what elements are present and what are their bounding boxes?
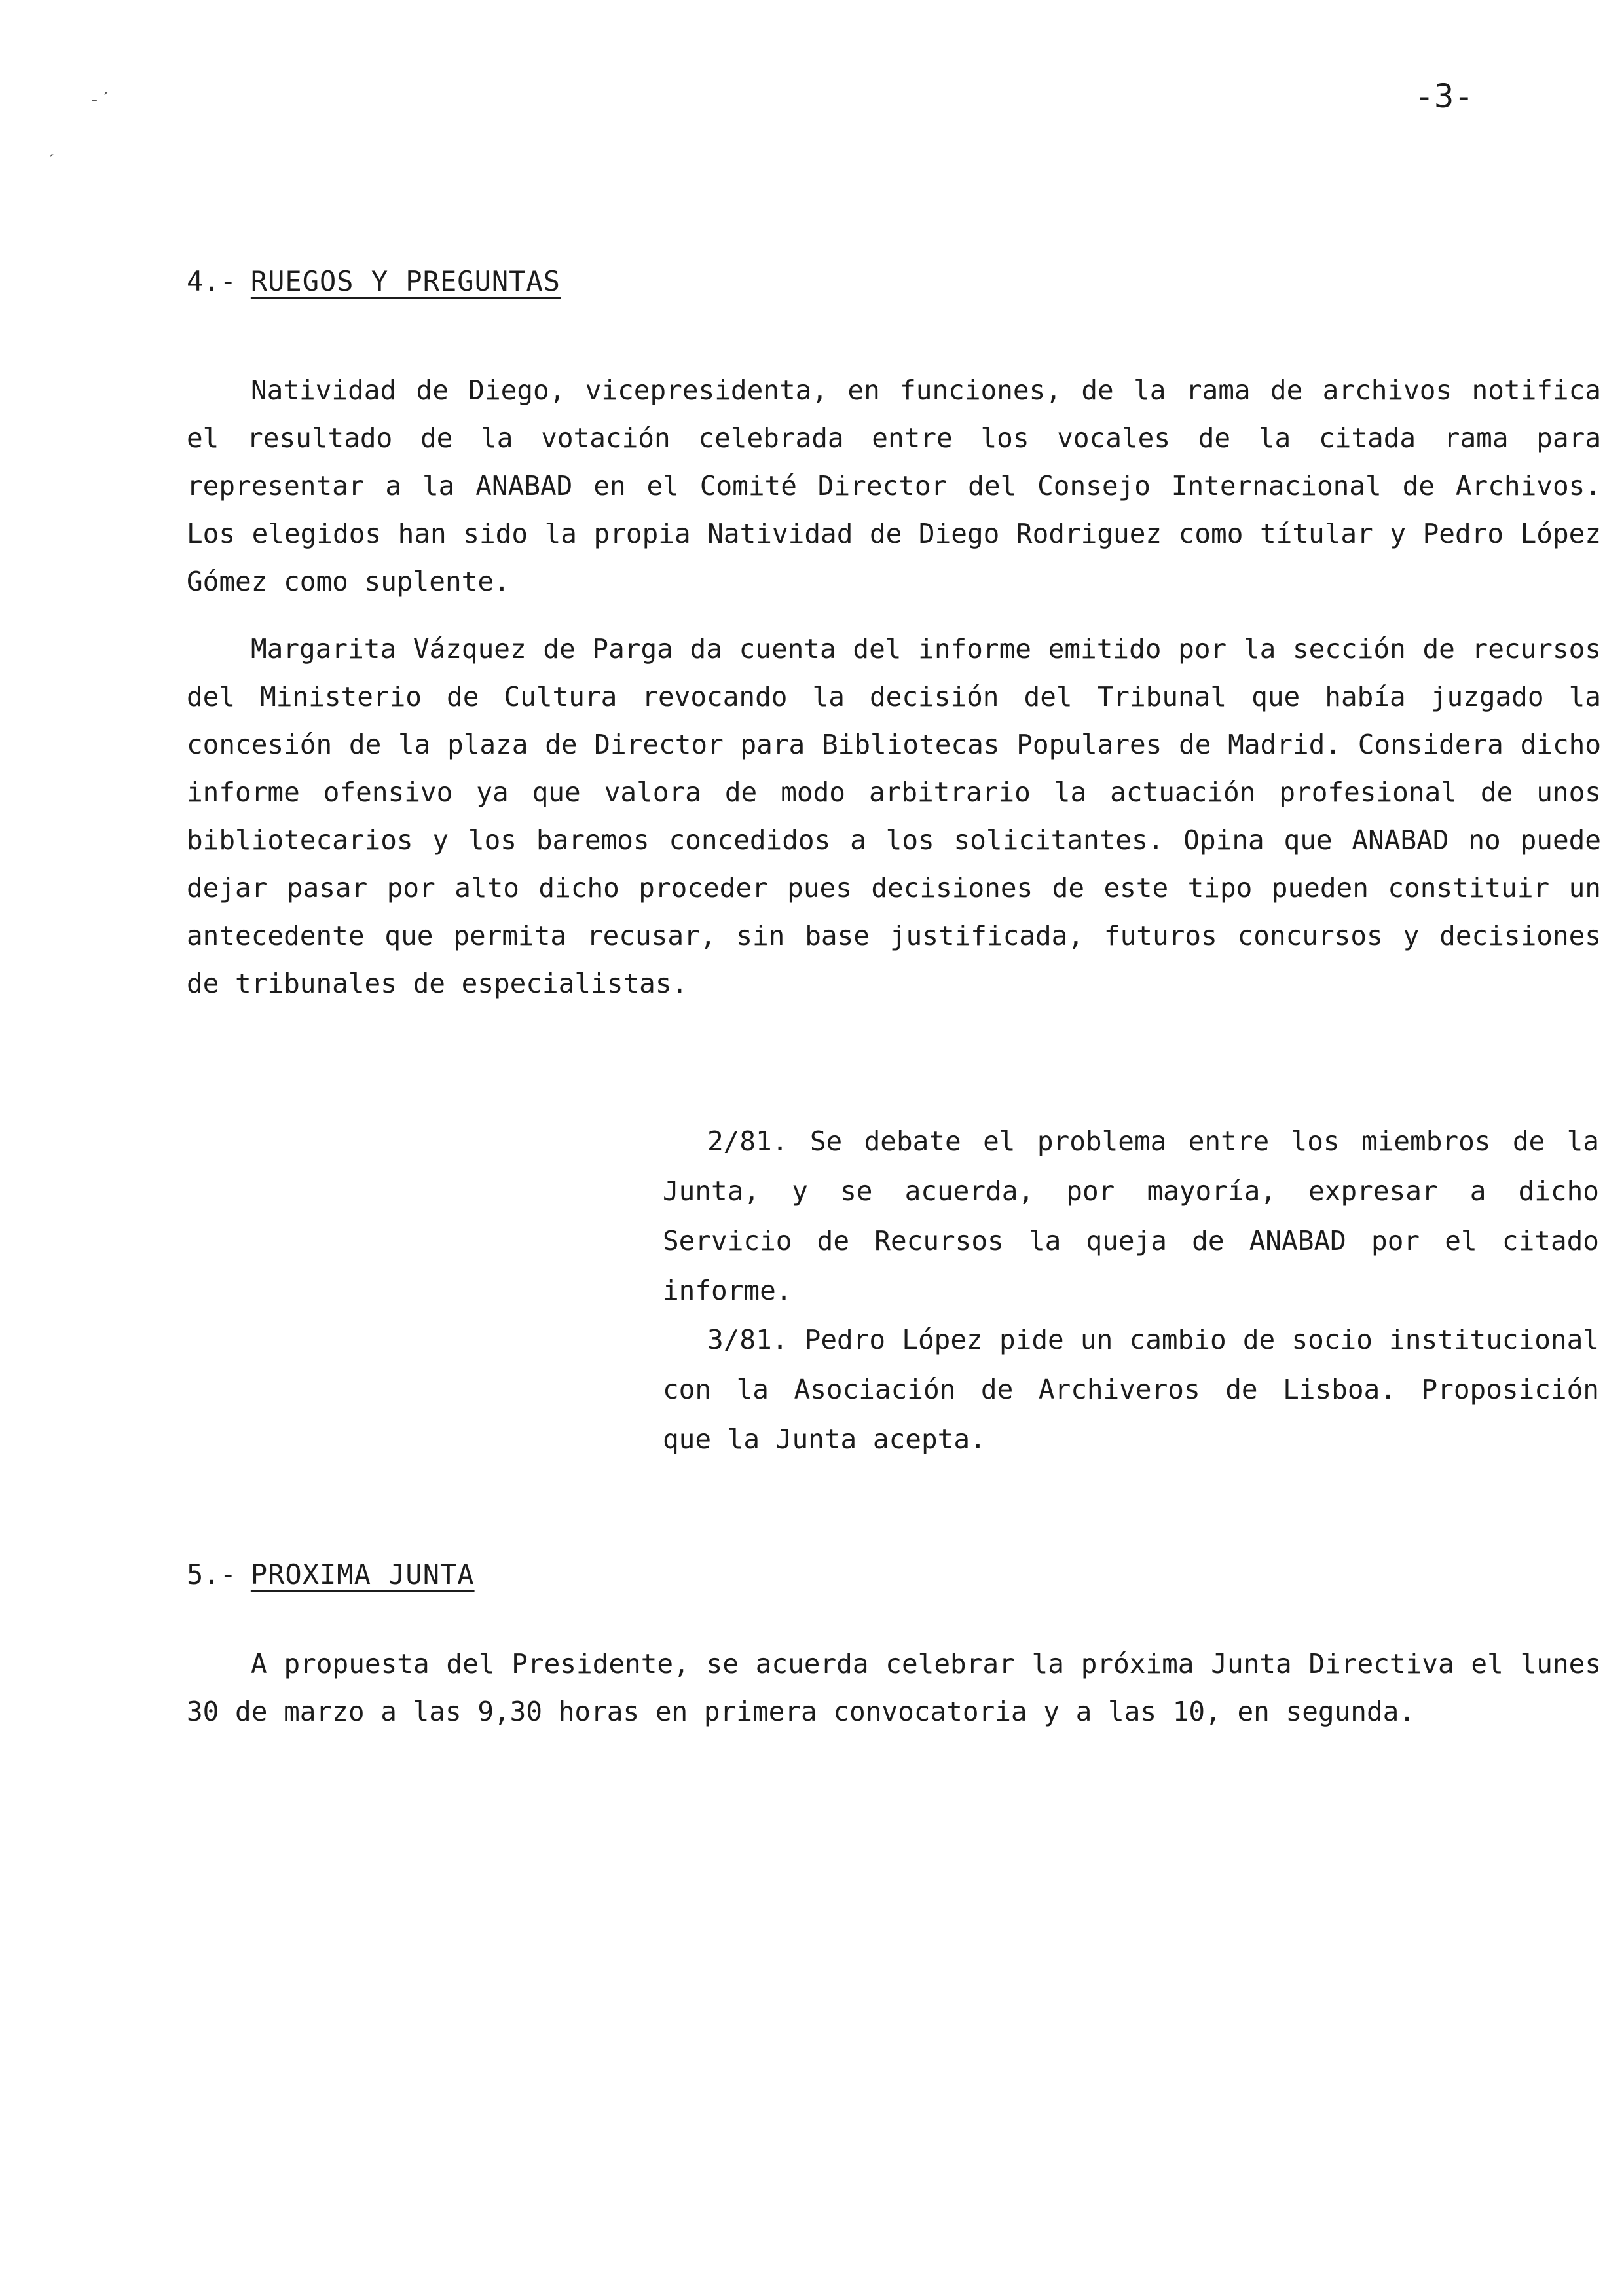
resolution-text: 3/81. Pedro López pide un cambio de socio institucional con la Asociación de Archiveros de Lisboa. Proposición que la Junta acepta. [663,1324,1599,1455]
paragraph-text: Margarita Vázquez de Parga da cuenta del informe emitido por la sección de recursos del Ministerio de Cultura revocando la decisión del Tribunal que había juzgado la concesión de la plaza de Director para Bibliotecas Populares de Madrid. Considera dicho informe ofensivo ya que valora de modo arbitrario la actuación profesional de unos bibliotecarios y los baremos concedidos a los solicitantes. Opina que ANABAD no puede dejar pasar por alto dicho proceder pues decisiones de este tipo pueden constituir un antecedente que permita recusar, sin base justificada, futuros concursos y decisiones de tribunales de especialistas. [187,633,1601,999]
paragraph [187,1640,1601,1736]
section-title: RUEGOS Y PREGUNTAS [250,265,561,297]
paragraph-text: Natividad de Diego, vicepresidenta, en funciones, de la rama de archivos notifica el resultado de la votación celebrada entre los vocales de la citada rama para representar a la ANABAD en el Comité Director del Consejo Internacional de Archivos. Los elegidos han sido la propia Natividad de Diego Rodriguez como títular y Pedro López Gómez como suplente. [187,375,1601,597]
page-number: -3- [1414,77,1474,115]
resolution-block [663,1315,1599,1464]
resolution-text: 2/81. Se debate el problema entre los miembros de la Junta, y se acuerda, por mayoría, expresar a dicho Servicio de Recursos la queja de ANABAD por el citado informe. [663,1126,1599,1306]
section-number: 5.- [187,1558,236,1590]
section-title: PROXIMA JUNTA [250,1558,475,1590]
scan-mark: ˊ [46,151,58,174]
section-4-heading [187,265,561,297]
resolution-block [663,1116,1599,1315]
section-5-heading [187,1558,475,1590]
paragraph [187,625,1601,1008]
scan-mark: ‐ˊ [88,88,113,111]
section-number: 4.- [187,265,236,297]
paragraph [187,367,1601,606]
paragraph-text: A propuesta del Presidente, se acuerda celebrar la próxima Junta Directiva el lunes 30 de marzo a las 9,30 horas en primera convocatoria y a las 10, en segunda. [187,1648,1601,1727]
